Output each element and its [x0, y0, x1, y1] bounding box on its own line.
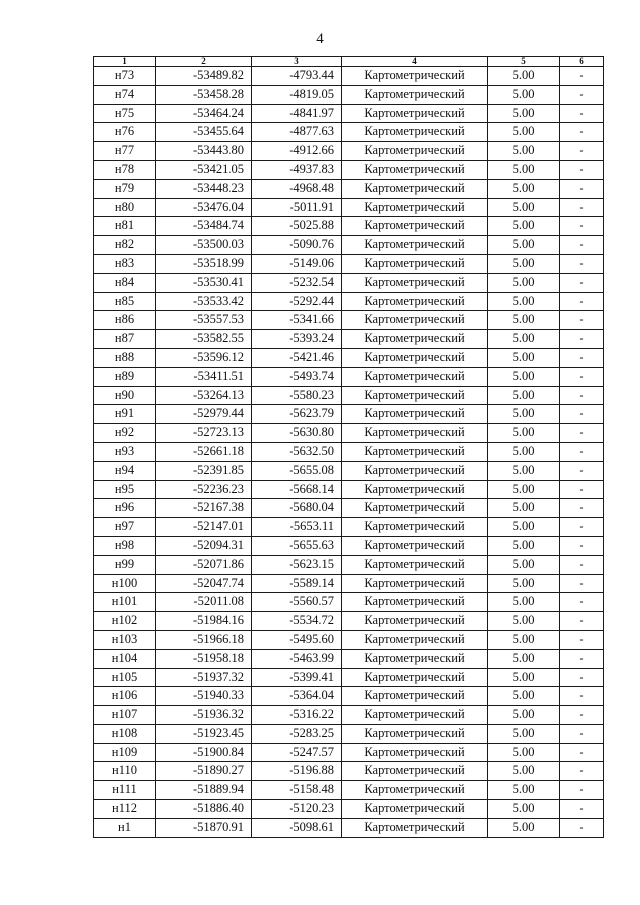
accuracy-cell: 5.00 — [488, 442, 560, 461]
accuracy-cell: 5.00 — [488, 499, 560, 518]
accuracy-cell: 5.00 — [488, 367, 560, 386]
method-cell: Картометрический — [342, 518, 488, 537]
table-row — [94, 85, 604, 104]
point-cell: н87 — [94, 330, 156, 349]
point-cell: н92 — [94, 424, 156, 443]
x-coordinate-cell: -53533.42 — [156, 292, 252, 311]
x-coordinate-cell: -52047.74 — [156, 574, 252, 593]
accuracy-cell: 5.00 — [488, 67, 560, 86]
point-cell: н78 — [94, 160, 156, 179]
y-coordinate-cell: -5655.08 — [252, 461, 342, 480]
description-cell: - — [560, 593, 604, 612]
point-cell: н75 — [94, 104, 156, 123]
method-cell: Картометрический — [342, 687, 488, 706]
x-coordinate-cell: -52071.86 — [156, 555, 252, 574]
table-row — [94, 142, 604, 161]
x-coordinate-cell: -51889.94 — [156, 781, 252, 800]
table-row — [94, 612, 604, 631]
y-coordinate-cell: -5025.88 — [252, 217, 342, 236]
point-cell: н73 — [94, 67, 156, 86]
y-coordinate-cell: -4877.63 — [252, 123, 342, 142]
y-coordinate-cell: -4937.83 — [252, 160, 342, 179]
y-coordinate-cell: -5580.23 — [252, 386, 342, 405]
method-cell: Картометрический — [342, 743, 488, 762]
method-cell: Картометрический — [342, 480, 488, 499]
method-cell: Картометрический — [342, 781, 488, 800]
table-body — [94, 67, 604, 838]
table-row — [94, 762, 604, 781]
description-cell: - — [560, 424, 604, 443]
point-cell: н112 — [94, 800, 156, 819]
x-coordinate-cell: -53458.28 — [156, 85, 252, 104]
accuracy-cell: 5.00 — [488, 649, 560, 668]
table-row — [94, 273, 604, 292]
table-row — [94, 687, 604, 706]
table-row — [94, 818, 604, 837]
point-cell: н103 — [94, 630, 156, 649]
y-coordinate-cell: -5090.76 — [252, 236, 342, 255]
x-coordinate-cell: -51940.33 — [156, 687, 252, 706]
y-coordinate-cell: -5653.11 — [252, 518, 342, 537]
table-row — [94, 217, 604, 236]
y-coordinate-cell: -5463.99 — [252, 649, 342, 668]
accuracy-cell: 5.00 — [488, 593, 560, 612]
x-coordinate-cell: -52147.01 — [156, 518, 252, 537]
description-cell: - — [560, 649, 604, 668]
accuracy-cell: 5.00 — [488, 630, 560, 649]
accuracy-cell: 5.00 — [488, 179, 560, 198]
method-cell: Картометрический — [342, 424, 488, 443]
y-coordinate-cell: -5232.54 — [252, 273, 342, 292]
point-cell: н106 — [94, 687, 156, 706]
page-number: 4 — [316, 31, 324, 47]
description-cell: - — [560, 179, 604, 198]
y-coordinate-cell: -5393.24 — [252, 330, 342, 349]
x-coordinate-cell: -53443.80 — [156, 142, 252, 161]
x-coordinate-cell: -53411.51 — [156, 367, 252, 386]
point-cell: н104 — [94, 649, 156, 668]
accuracy-cell: 5.00 — [488, 574, 560, 593]
method-cell: Картометрический — [342, 574, 488, 593]
method-cell: Картометрический — [342, 461, 488, 480]
description-cell: - — [560, 706, 604, 725]
accuracy-cell: 5.00 — [488, 480, 560, 499]
description-cell: - — [560, 348, 604, 367]
table-row — [94, 649, 604, 668]
table-row — [94, 311, 604, 330]
y-coordinate-cell: -5668.14 — [252, 480, 342, 499]
x-coordinate-cell: -52723.13 — [156, 424, 252, 443]
coordinates-table — [93, 56, 604, 838]
y-coordinate-cell: -5120.23 — [252, 800, 342, 819]
accuracy-cell: 5.00 — [488, 348, 560, 367]
method-cell: Картометрический — [342, 160, 488, 179]
y-coordinate-cell: -5149.06 — [252, 254, 342, 273]
point-cell: н108 — [94, 724, 156, 743]
x-coordinate-cell: -51890.27 — [156, 762, 252, 781]
description-cell: - — [560, 668, 604, 687]
y-coordinate-cell: -4819.05 — [252, 85, 342, 104]
method-cell: Картометрический — [342, 179, 488, 198]
column-header-point: 1 — [94, 57, 156, 67]
accuracy-cell: 5.00 — [488, 762, 560, 781]
x-coordinate-cell: -53455.64 — [156, 123, 252, 142]
table-row — [94, 330, 604, 349]
y-coordinate-cell: -5399.41 — [252, 668, 342, 687]
description-cell: - — [560, 781, 604, 800]
method-cell: Картометрический — [342, 668, 488, 687]
point-cell: н93 — [94, 442, 156, 461]
accuracy-cell: 5.00 — [488, 85, 560, 104]
point-cell: н97 — [94, 518, 156, 537]
accuracy-cell: 5.00 — [488, 818, 560, 837]
description-cell: - — [560, 198, 604, 217]
accuracy-cell: 5.00 — [488, 254, 560, 273]
method-cell: Картометрический — [342, 104, 488, 123]
description-cell: - — [560, 630, 604, 649]
table-row — [94, 480, 604, 499]
x-coordinate-cell: -52661.18 — [156, 442, 252, 461]
table-row — [94, 781, 604, 800]
description-cell: - — [560, 292, 604, 311]
x-coordinate-cell: -51984.16 — [156, 612, 252, 631]
method-cell: Картометрический — [342, 536, 488, 555]
point-cell: н100 — [94, 574, 156, 593]
accuracy-cell: 5.00 — [488, 536, 560, 555]
y-coordinate-cell: -5560.57 — [252, 593, 342, 612]
description-cell: - — [560, 160, 604, 179]
y-coordinate-cell: -5341.66 — [252, 311, 342, 330]
point-cell: н111 — [94, 781, 156, 800]
column-header-y: 3 — [252, 57, 342, 67]
method-cell: Картометрический — [342, 236, 488, 255]
description-cell: - — [560, 217, 604, 236]
description-cell: - — [560, 612, 604, 631]
accuracy-cell: 5.00 — [488, 292, 560, 311]
point-cell: н82 — [94, 236, 156, 255]
table-row — [94, 123, 604, 142]
y-coordinate-cell: -4912.66 — [252, 142, 342, 161]
y-coordinate-cell: -4968.48 — [252, 179, 342, 198]
y-coordinate-cell: -5247.57 — [252, 743, 342, 762]
point-cell: н102 — [94, 612, 156, 631]
x-coordinate-cell: -53464.24 — [156, 104, 252, 123]
y-coordinate-cell: -5623.15 — [252, 555, 342, 574]
description-cell: - — [560, 536, 604, 555]
method-cell: Картометрический — [342, 198, 488, 217]
y-coordinate-cell: -5493.74 — [252, 367, 342, 386]
y-coordinate-cell: -5011.91 — [252, 198, 342, 217]
method-cell: Картометрический — [342, 85, 488, 104]
method-cell: Картометрический — [342, 330, 488, 349]
x-coordinate-cell: -53518.99 — [156, 254, 252, 273]
method-cell: Картометрический — [342, 254, 488, 273]
y-coordinate-cell: -5534.72 — [252, 612, 342, 631]
x-coordinate-cell: -52391.85 — [156, 461, 252, 480]
x-coordinate-cell: -52167.38 — [156, 499, 252, 518]
table-row — [94, 104, 604, 123]
table-row — [94, 499, 604, 518]
method-cell: Картометрический — [342, 762, 488, 781]
table-row — [94, 348, 604, 367]
table-row — [94, 574, 604, 593]
point-cell: н98 — [94, 536, 156, 555]
method-cell: Картометрический — [342, 217, 488, 236]
method-cell: Картометрический — [342, 142, 488, 161]
y-coordinate-cell: -5589.14 — [252, 574, 342, 593]
point-cell: н99 — [94, 555, 156, 574]
method-cell: Картометрический — [342, 442, 488, 461]
y-coordinate-cell: -5158.48 — [252, 781, 342, 800]
accuracy-cell: 5.00 — [488, 160, 560, 179]
method-cell: Картометрический — [342, 555, 488, 574]
description-cell: - — [560, 461, 604, 480]
accuracy-cell: 5.00 — [488, 142, 560, 161]
table-row — [94, 518, 604, 537]
table-row — [94, 367, 604, 386]
description-cell: - — [560, 687, 604, 706]
description-cell: - — [560, 480, 604, 499]
table-row — [94, 442, 604, 461]
description-cell: - — [560, 743, 604, 762]
table-row — [94, 706, 604, 725]
accuracy-cell: 5.00 — [488, 800, 560, 819]
table-row — [94, 198, 604, 217]
point-cell: н101 — [94, 593, 156, 612]
table-row — [94, 424, 604, 443]
method-cell: Картометрический — [342, 123, 488, 142]
description-cell: - — [560, 442, 604, 461]
description-cell: - — [560, 724, 604, 743]
description-cell: - — [560, 104, 604, 123]
table-row — [94, 292, 604, 311]
x-coordinate-cell: -53596.12 — [156, 348, 252, 367]
x-coordinate-cell: -51870.91 — [156, 818, 252, 837]
y-coordinate-cell: -5632.50 — [252, 442, 342, 461]
description-cell: - — [560, 67, 604, 86]
description-cell: - — [560, 386, 604, 405]
x-coordinate-cell: -51900.84 — [156, 743, 252, 762]
point-cell: н90 — [94, 386, 156, 405]
accuracy-cell: 5.00 — [488, 386, 560, 405]
y-coordinate-cell: -4841.97 — [252, 104, 342, 123]
method-cell: Картометрический — [342, 67, 488, 86]
description-cell: - — [560, 236, 604, 255]
point-cell: н88 — [94, 348, 156, 367]
description-cell: - — [560, 85, 604, 104]
accuracy-cell: 5.00 — [488, 273, 560, 292]
table-row — [94, 386, 604, 405]
method-cell: Картометрический — [342, 273, 488, 292]
method-cell: Картометрический — [342, 386, 488, 405]
table-row — [94, 743, 604, 762]
y-coordinate-cell: -5655.63 — [252, 536, 342, 555]
point-cell: н85 — [94, 292, 156, 311]
point-cell: н89 — [94, 367, 156, 386]
accuracy-cell: 5.00 — [488, 781, 560, 800]
description-cell: - — [560, 330, 604, 349]
method-cell: Картометрический — [342, 311, 488, 330]
point-cell: н1 — [94, 818, 156, 837]
description-cell: - — [560, 762, 604, 781]
point-cell: н81 — [94, 217, 156, 236]
method-cell: Картометрический — [342, 348, 488, 367]
method-cell: Картометрический — [342, 593, 488, 612]
method-cell: Картометрический — [342, 724, 488, 743]
method-cell: Картометрический — [342, 292, 488, 311]
point-cell: н79 — [94, 179, 156, 198]
x-coordinate-cell: -51958.18 — [156, 649, 252, 668]
description-cell: - — [560, 800, 604, 819]
y-coordinate-cell: -5421.46 — [252, 348, 342, 367]
x-coordinate-cell: -53484.74 — [156, 217, 252, 236]
method-cell: Картометрический — [342, 630, 488, 649]
accuracy-cell: 5.00 — [488, 198, 560, 217]
accuracy-cell: 5.00 — [488, 461, 560, 480]
description-cell: - — [560, 499, 604, 518]
accuracy-cell: 5.00 — [488, 236, 560, 255]
y-coordinate-cell: -5196.88 — [252, 762, 342, 781]
y-coordinate-cell: -5098.61 — [252, 818, 342, 837]
point-cell: н74 — [94, 85, 156, 104]
y-coordinate-cell: -5364.04 — [252, 687, 342, 706]
accuracy-cell: 5.00 — [488, 668, 560, 687]
table-header-row — [94, 57, 604, 67]
table-row — [94, 405, 604, 424]
point-cell: н76 — [94, 123, 156, 142]
accuracy-cell: 5.00 — [488, 330, 560, 349]
point-cell: н96 — [94, 499, 156, 518]
point-cell: н95 — [94, 480, 156, 499]
table-row — [94, 254, 604, 273]
y-coordinate-cell: -5495.60 — [252, 630, 342, 649]
point-cell: н86 — [94, 311, 156, 330]
y-coordinate-cell: -5316.22 — [252, 706, 342, 725]
method-cell: Картометрический — [342, 612, 488, 631]
point-cell: н80 — [94, 198, 156, 217]
y-coordinate-cell: -5283.25 — [252, 724, 342, 743]
point-cell: н91 — [94, 405, 156, 424]
x-coordinate-cell: -53582.55 — [156, 330, 252, 349]
x-coordinate-cell: -53530.41 — [156, 273, 252, 292]
description-cell: - — [560, 818, 604, 837]
description-cell: - — [560, 273, 604, 292]
description-cell: - — [560, 123, 604, 142]
table-row — [94, 160, 604, 179]
point-cell: н83 — [94, 254, 156, 273]
x-coordinate-cell: -53448.23 — [156, 179, 252, 198]
x-coordinate-cell: -53500.03 — [156, 236, 252, 255]
accuracy-cell: 5.00 — [488, 217, 560, 236]
x-coordinate-cell: -53421.05 — [156, 160, 252, 179]
y-coordinate-cell: -4793.44 — [252, 67, 342, 86]
point-cell: н105 — [94, 668, 156, 687]
accuracy-cell: 5.00 — [488, 612, 560, 631]
description-cell: - — [560, 405, 604, 424]
point-cell: н77 — [94, 142, 156, 161]
accuracy-cell: 5.00 — [488, 743, 560, 762]
x-coordinate-cell: -51923.45 — [156, 724, 252, 743]
x-coordinate-cell: -53489.82 — [156, 67, 252, 86]
y-coordinate-cell: -5292.44 — [252, 292, 342, 311]
description-cell: - — [560, 254, 604, 273]
accuracy-cell: 5.00 — [488, 687, 560, 706]
x-coordinate-cell: -51937.32 — [156, 668, 252, 687]
description-cell: - — [560, 142, 604, 161]
table-row — [94, 67, 604, 86]
point-cell: н110 — [94, 762, 156, 781]
table-row — [94, 236, 604, 255]
description-cell: - — [560, 367, 604, 386]
accuracy-cell: 5.00 — [488, 706, 560, 725]
x-coordinate-cell: -52011.08 — [156, 593, 252, 612]
y-coordinate-cell: -5630.80 — [252, 424, 342, 443]
accuracy-cell: 5.00 — [488, 555, 560, 574]
method-cell: Картометрический — [342, 818, 488, 837]
y-coordinate-cell: -5680.04 — [252, 499, 342, 518]
x-coordinate-cell: -53557.53 — [156, 311, 252, 330]
point-cell: н107 — [94, 706, 156, 725]
accuracy-cell: 5.00 — [488, 104, 560, 123]
column-header-method: 4 — [342, 57, 488, 67]
column-header-accuracy: 5 — [488, 57, 560, 67]
accuracy-cell: 5.00 — [488, 123, 560, 142]
accuracy-cell: 5.00 — [488, 518, 560, 537]
table-row — [94, 668, 604, 687]
x-coordinate-cell: -51936.32 — [156, 706, 252, 725]
column-header-x: 2 — [156, 57, 252, 67]
accuracy-cell: 5.00 — [488, 405, 560, 424]
method-cell: Картометрический — [342, 706, 488, 725]
method-cell: Картометрический — [342, 800, 488, 819]
x-coordinate-cell: -52979.44 — [156, 405, 252, 424]
table-row — [94, 724, 604, 743]
table-row — [94, 461, 604, 480]
method-cell: Картометрический — [342, 649, 488, 668]
table-row — [94, 179, 604, 198]
description-cell: - — [560, 311, 604, 330]
accuracy-cell: 5.00 — [488, 311, 560, 330]
x-coordinate-cell: -53476.04 — [156, 198, 252, 217]
table-row — [94, 536, 604, 555]
x-coordinate-cell: -51966.18 — [156, 630, 252, 649]
description-cell: - — [560, 574, 604, 593]
accuracy-cell: 5.00 — [488, 424, 560, 443]
point-cell: н109 — [94, 743, 156, 762]
x-coordinate-cell: -52094.31 — [156, 536, 252, 555]
x-coordinate-cell: -52236.23 — [156, 480, 252, 499]
table-row — [94, 800, 604, 819]
column-header-description: 6 — [560, 57, 604, 67]
table-row — [94, 593, 604, 612]
method-cell: Картометрический — [342, 405, 488, 424]
table-row — [94, 555, 604, 574]
method-cell: Картометрический — [342, 499, 488, 518]
description-cell: - — [560, 518, 604, 537]
x-coordinate-cell: -51886.40 — [156, 800, 252, 819]
point-cell: н94 — [94, 461, 156, 480]
point-cell: н84 — [94, 273, 156, 292]
method-cell: Картометрический — [342, 367, 488, 386]
y-coordinate-cell: -5623.79 — [252, 405, 342, 424]
description-cell: - — [560, 555, 604, 574]
accuracy-cell: 5.00 — [488, 724, 560, 743]
x-coordinate-cell: -53264.13 — [156, 386, 252, 405]
table-row — [94, 630, 604, 649]
